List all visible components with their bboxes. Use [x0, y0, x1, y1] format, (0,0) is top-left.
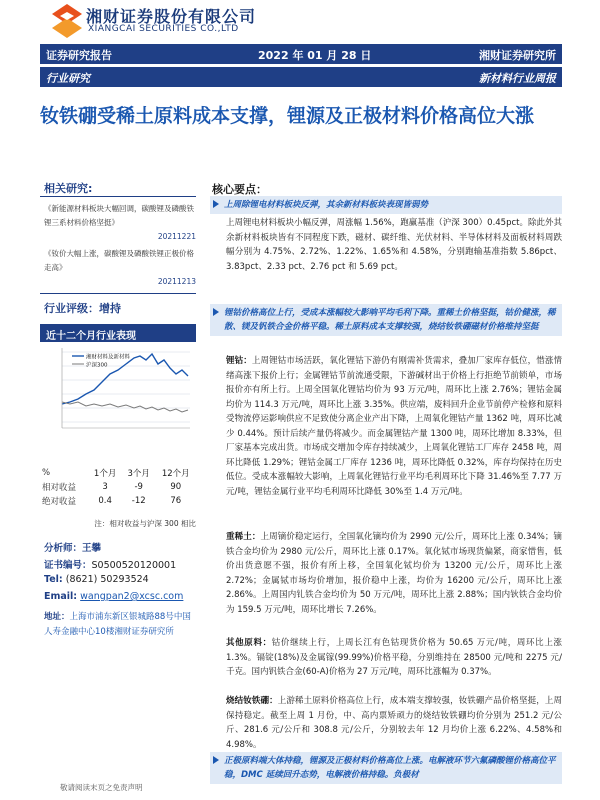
table-cell: -9 — [134, 482, 143, 492]
table-cell: 90 — [170, 482, 182, 492]
header-bar-bottom — [40, 67, 562, 87]
disclaimer-footer: 敬请阅读末页之免责声明 — [60, 783, 143, 792]
related-research-list — [44, 202, 196, 289]
table-row — [40, 480, 196, 494]
cert-label: 证书编号： — [44, 560, 92, 571]
email-line — [44, 591, 183, 602]
bullet-triangle-icon — [213, 756, 219, 764]
paragraph-text: 钴价继续上行，上周长江有色钴现货价格为 50.65 万元/吨，周环比上涨 1.3%。镉锭(18%)及金属镓(99.99%)价格平稳，分别维持在 28500 元/吨和 2275 元/千克。国内钒铁合金(60-A)价格为 27 万元/吨，周环比涨幅为 0.37%。 — [226, 638, 562, 677]
highlight-1 — [210, 196, 562, 214]
chart-legend-sector: 湘财材料及新材料 — [86, 354, 131, 361]
cert-number: S0500520120001 — [91, 560, 177, 571]
industry-rating: 行业评级：增持 — [44, 302, 121, 315]
bullet-triangle-icon — [213, 308, 219, 316]
related-item[interactable] — [44, 247, 196, 289]
paragraph-text: 上游稀土原料价格高位上行，成本端支撑较强，钕铁硼产品价格坚挺，上周保持稳定。截至上周 1 月份，中、高内票矫顽力的烧结钕铁硼均价分别为 251.2 元/公斤、281.6 元/公斤和 308.8 元/公斤，分别较去年 12 月均价上涨 6.22%、4.58%和 4.98%。 — [226, 696, 562, 750]
report-type: 证券研究报告 — [46, 49, 112, 62]
highlight-text: 上周除锂电材料板块反弹，其余新材料板块表现皆弱势 — [224, 200, 429, 210]
performance-table — [40, 466, 196, 508]
table-cell: 0.4 — [98, 496, 112, 506]
table-header: % — [42, 468, 51, 478]
tel-line — [44, 574, 149, 585]
highlight-text: 正极原料端大体持稳，锂源及正极材料价格高位上涨。电解液环节六氟磷酸锂价格高位平稳，DMC 延续回升态势，电解液价格持稳。负极材 — [224, 756, 556, 780]
report-series: 新材料行业周报 — [479, 72, 556, 85]
brand-name-en: XIANGCAI SECURITIES CO.,LTD — [88, 24, 239, 34]
related-item-text: 《钕价大幅上涨，碳酸锂及磷酸铁锂正极价格走高》 — [44, 249, 194, 272]
institute-name: 湘财证券研究所 — [479, 49, 556, 62]
report-date: 2022 年 01 月 28 日 — [258, 49, 372, 62]
table-row — [40, 494, 196, 508]
performance-title-bar — [40, 324, 196, 342]
related-item[interactable] — [44, 202, 196, 244]
table-header: 3个月 — [127, 469, 150, 479]
performance-title: 近十二个月行业表现 — [46, 331, 136, 342]
table-row-label: 相对收益 — [42, 483, 77, 493]
highlight-2 — [210, 304, 562, 336]
table-header: 1个月 — [93, 469, 117, 479]
bullet-triangle-icon — [213, 200, 219, 208]
cert-line — [44, 557, 176, 571]
table-header-row — [40, 466, 196, 480]
key-points-heading: 核心要点： — [212, 183, 267, 196]
tel-number: (8621) 50293524 — [65, 574, 149, 585]
related-item-text: 《新能源材料板块大幅回调，碳酸锂及磷酸铁锂三系材料价格坚挺》 — [44, 204, 194, 227]
paragraph-text: 上周锂钴市场活跃，氧化锂钴下游仍有刚需补货需求，叠加厂家库存低位，惜涨情绪高涨下报价上行；金属锂钴节前流通受限，下游碱材出于价格上行拒绝节前锁单，市场报价亦有所上行。上周全国氧化锂钴均价为 93 万元/吨，周环比上涨 2.76%；锂钴金属均价为 114.3 万元/吨，周环比上涨 3.35%。供应端，废料回升企业节前停产检修和原料受物流停运影响供应不足致使分离企业产出下降，上周氧化锂钴产量 1362 吨，周环比减少 0.44%。预计后续产量仍将减少。而金属锂钴产量 1300 吨，周环比增加 8.33%，但厂家基本完成出货。市场成交增加令库存持续减少，上周氧化锂钴工厂库存 2458 吨，周环比降低 1.29%；锂钴金属工厂库存 1236 吨，周环比降低 0.32%，库存均保持在历史低位。受成本涨幅较大影响，上周氧化锂钴行业平均毛利周环比下降 31.46%至 7.77 万元/吨，锂钴金属行业平均毛利周环比降低 30%至 1.4 万元/吨。 — [226, 356, 562, 497]
highlight-3 — [210, 752, 562, 784]
chart-legend-csi300: 沪深300 — [86, 362, 108, 369]
header-bar-top — [40, 44, 562, 64]
report-category: 行业研究 — [46, 72, 90, 85]
highlight-text: 锂钴价格高位上行，受成本涨幅较大影响平均毛利下降。重稀土价格坚挺，钴价健涨，稀散、镁及钒铁合金价格平稳。稀土原料成本支撑较强，烧结钕铁硼磁材价格维持坚挺 — [224, 308, 556, 332]
table-cell: 3 — [102, 482, 108, 492]
table-cell: -12 — [131, 496, 146, 506]
related-item-date: 20211213 — [157, 277, 196, 286]
table-row-label: 绝对收益 — [42, 497, 77, 507]
paragraph-lithium-cobalt — [226, 354, 562, 499]
paragraph-label: 重稀土： — [226, 532, 261, 542]
paragraph-market: 上周锂电材料板块小幅反弹，周涨幅 1.56%，跑赢基准（沪深 300）0.45pct。除此外其余新材料板块皆有不同程度下跌，磁材、碳纤维、光伏材料、半导体材料及面板材料周跌幅分别为 4.75%、2.72%、1.22%、1.65%和 4.58%，分别跑输基准指数 5.86pct、3.83pct、2.33 pct、2.76 pct 和 5.69 pct。 — [226, 218, 562, 272]
report-title: 钕铁硼受稀土原料成本支撑，锂源及正极材料价格高位大涨 — [40, 105, 535, 127]
paragraph-text: 上周镝价稳定运行，全国氧化镝均价为 2990 元/公斤，周环比上涨 0.34%；镝铁合金均价为 2980 元/公斤，周环比上涨 0.17%。氧化铽市场现货偏紧，商家惜售，低价出货意愿不强，报价有所上移，全国氧化铽均价为 13200 元/公斤，周环比上涨 2.72%；金属铽市场均价增加，报价稳中上涨，均价为 16200 元/公斤，周环比上涨 2.86%。上周国内钆铁合金均价为 50 万元/吨，周环比上涨 2.88%；国内钬铁合金均价为 159.5 万元/吨，周环比增长 7.26%。 — [226, 532, 562, 615]
address-label: 地址： — [44, 612, 70, 622]
paragraph-label: 锂钴： — [226, 356, 252, 366]
email-link[interactable]: wangpan2@xcsc.com — [80, 591, 184, 602]
related-item-date: 20211221 — [157, 232, 196, 241]
performance-note: 注：相对收益与沪深 300 相比 — [94, 519, 196, 528]
table-cell: 76 — [170, 496, 182, 506]
address-block — [44, 610, 196, 640]
tel-label: Tel: — [44, 574, 63, 585]
company-logo-icon — [52, 4, 82, 38]
divider — [40, 293, 196, 294]
paragraph-heavy-rare-earth — [226, 530, 562, 617]
table-header: 12个月 — [161, 469, 190, 479]
paragraph-label: 烧结钕铁硼： — [226, 696, 278, 706]
address-text: 上海市浦东新区银城路88号中国人寿金融中心10楼湘财证券研究所 — [44, 612, 191, 637]
analyst-name: 王攀 — [82, 543, 102, 554]
performance-chart — [40, 344, 196, 462]
related-research-title: 相关研究: — [44, 182, 93, 195]
analyst-line — [44, 540, 101, 554]
email-label: Email: — [44, 591, 78, 602]
paragraph-label: 其他原料： — [226, 638, 272, 648]
brand-name-cn: 湘财证券股份有限公司 — [86, 7, 257, 26]
divider — [40, 196, 196, 197]
analyst-label: 分析师： — [44, 543, 83, 554]
paragraph-ndfeb — [226, 694, 562, 752]
paragraph-other-materials — [226, 636, 562, 680]
